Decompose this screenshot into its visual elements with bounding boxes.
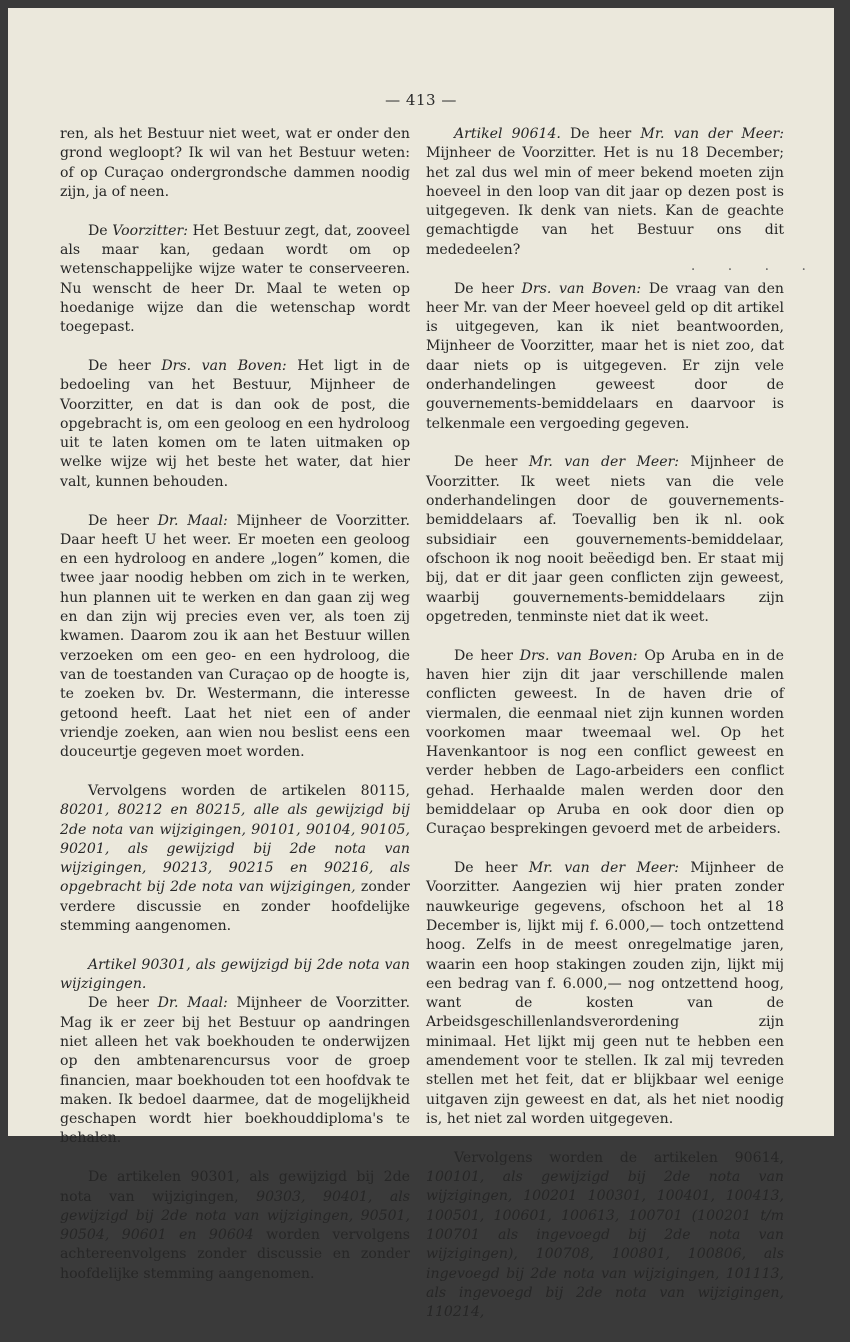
paragraph: De heer Dr. Maal: Mijnheer de Voorzitter. Mag ik er zeer bij het Bestuur op aandringen niet alleen het vak boekhouden te onderwijzen op den ambtenarencursus voor de groep financien, maar boekhouden tot een hoofdvak te maken. Ik bedoel daarmee, dat de mogelijkheid geschapen wordt hier boekhouddiploma's te behalen. (60, 995, 410, 1147)
paragraph: De Voorzitter: Het Bestuur zegt, dat, zooveel als maar kan, gedaan wordt om op wetenschappelijke wijze water te conserveeren. Nu wenscht de heer Dr. Maal te weten op hoedanige wijze dan die wetenschap wordt toegepast. (60, 222, 410, 336)
paragraph: De heer Drs. van Boven: Het ligt in de bedoeling van het Bestuur, Mijnheer de Voorzitter, en dat is dan ook de post, die opgebracht is, om een geoloog en een hydroloog uit te laten komen om te laten uitmaken op welke wijze wij het beste het water, dat hier valt, kunnen behouden. (60, 357, 410, 490)
margin-marks: . . . . (690, 258, 820, 274)
paragraph: De heer Dr. Maal: Mijnheer de Voorzitter. Daar heeft U het weer. Er moeten een geoloog en een hydroloog en andere „logen” komen, die twee jaar noodig hebben om zich in te werken, hun plannen uit te werken en dan gaan zij weg en dan zijn wij precies even ver, als toen zij kwamen. Daarom zou ik aan het Bestuur willen verzoeken om een geo- en een hydroloog, die van de toestanden van Curaçao op de hoogte is, te zoeken bv. Dr. Westermann, die interesse getoond heeft. Laat het niet een of ander vriendje zoeken, aan wien nou beslist eens een douceurtje gegeven moet worden. (60, 512, 410, 761)
document-page (8, 8, 834, 1321)
paragraph: Vervolgens worden de artikelen 90614, 100101, als gewijzigd bij 2de nota van wijzigingen, 100201 100301, 100401, 100413, 100501, 100601, 100613, 100701 (100201 t/m 100701 als ingevoegd bij 2de nota van wijzigingen), 100708, 100801, 100806, als ingevoegd bij 2de nota van wijzigingen, 101113, als ingevoegd bij 2de nota van wijzigingen, 110214, (426, 1149, 784, 1321)
page-number: — 413 — (385, 91, 457, 109)
paragraph: De heer Mr. van der Meer: Mijnheer de Voorzitter. Ik weet niets van die vele onderhandelingen door de gouvernements-bemiddelaars af. Toevallig ben ik nl. ook subsidiair een gouvernements-bemiddelaar, ofschoon ik nog nooit beëedigd ben. Er staat mij bij, dat er dit jaar geen conflicten zijn geweest, waarbij gouvernements-bemiddelaars zijn opgetreden, tenminste niet dat ik weet. (426, 454, 784, 625)
paragraph: De heer Drs. van Boven: De vraag van den heer Mr. van der Meer hoeveel geld op dit artikel is uitgegeven, kan ik niet beantwoorden, Mijnheer de Voorzitter, maar het is niet zoo, dat daar niets op is uitgegeven. Er zijn vele onderhandelingen geweest door de gouvernements-bemiddelaars en daarvoor is telkenmale een vergoeding gegeven. (426, 280, 784, 432)
article-heading: Artikel 90301, als gewijzigd bij 2de nota van wijzigingen. (60, 956, 410, 993)
paragraph: De artikelen 90301, als gewijzigd bij 2de nota van wijzigingen, 90303, 90401, als gewijzigd bij 2de nota van wijzigingen, 90501, 90504, 90601 en 90604 worden vervolgens achtereenvolgens zonder discussie en zonder hoofdelijke stemming aangenomen. (60, 1169, 411, 1282)
paragraph: De heer Mr. van der Meer: Mijnheer de Voorzitter. Aangezien wij hier praten zonder nauwkeurige gegevens, ofschoon het al 18 December is, lijkt mij f. 6.000,— toch ontzettend hoog. Zelfs in de meest onregelmatige jaren, waarin een hoop stakingen zouden zijn, lijkt mij een bedrag van f. 6.000,— nog ontzettend hoog, want de kosten van de Arbeidsgeschillenlandsverordening zijn minimaal. Het lijkt mij geen nut te hebben een amendement voor te stellen. Ik zal mij tevreden stellen met het feit, dat er blijkbaar wel eenige uitgaven zijn geweest en dat, als het niet noodig is, het niet zal worden uitgegeven. (426, 860, 784, 1127)
paragraph: Vervolgens worden de artikelen 80115, 80201, 80212 en 80215, alle als gewijzigd bij 2de nota van wijzigingen, 90101, 90104, 90105, 90201, als gewijzigd bij 2de nota van wijzigingen, 90213, 90215 en 90216, als opgebracht bij 2de nota van wijzigingen, zonder verdere discussie en zonder hoofdelijke stemming aangenomen. (60, 782, 410, 934)
right-column (426, 125, 784, 1342)
left-column (60, 125, 410, 1304)
paragraph: Artikel 90614. De heer Mr. van der Meer: Mijnheer de Voorzitter. Het is nu 18 December; het zal dus wel min of meer bekend moeten zijn hoeveel in den loop van dit jaar op dezen post is uitgegeven. Ik denk van niets. Kan de geachte gemachtigde van het Bestuur ons dit mededeelen? (426, 126, 784, 258)
paragraph: ren, als het Bestuur niet weet, wat er onder den grond wegloopt? Ik wil van het Bestuur weten: of op Curaçao ondergrondsche dammen noodig zijn, ja of neen. (60, 126, 410, 200)
paragraph: De heer Drs. van Boven: Op Aruba en in de haven hier zijn dit jaar verschillende malen conflicten geweest. In de haven drie of viermalen, die eenmaal niet zijn kunnen worden voorkomen maar tweemaal wel. Op het Havenkantoor is nog een conflict geweest en verder hebben de Lago-arbeiders een conflict gehad. Herhaalde malen werden door den bemiddelaar op Aruba en ook door dien op Curaçao besprekingen gevoerd met de arbeiders. (426, 647, 784, 838)
